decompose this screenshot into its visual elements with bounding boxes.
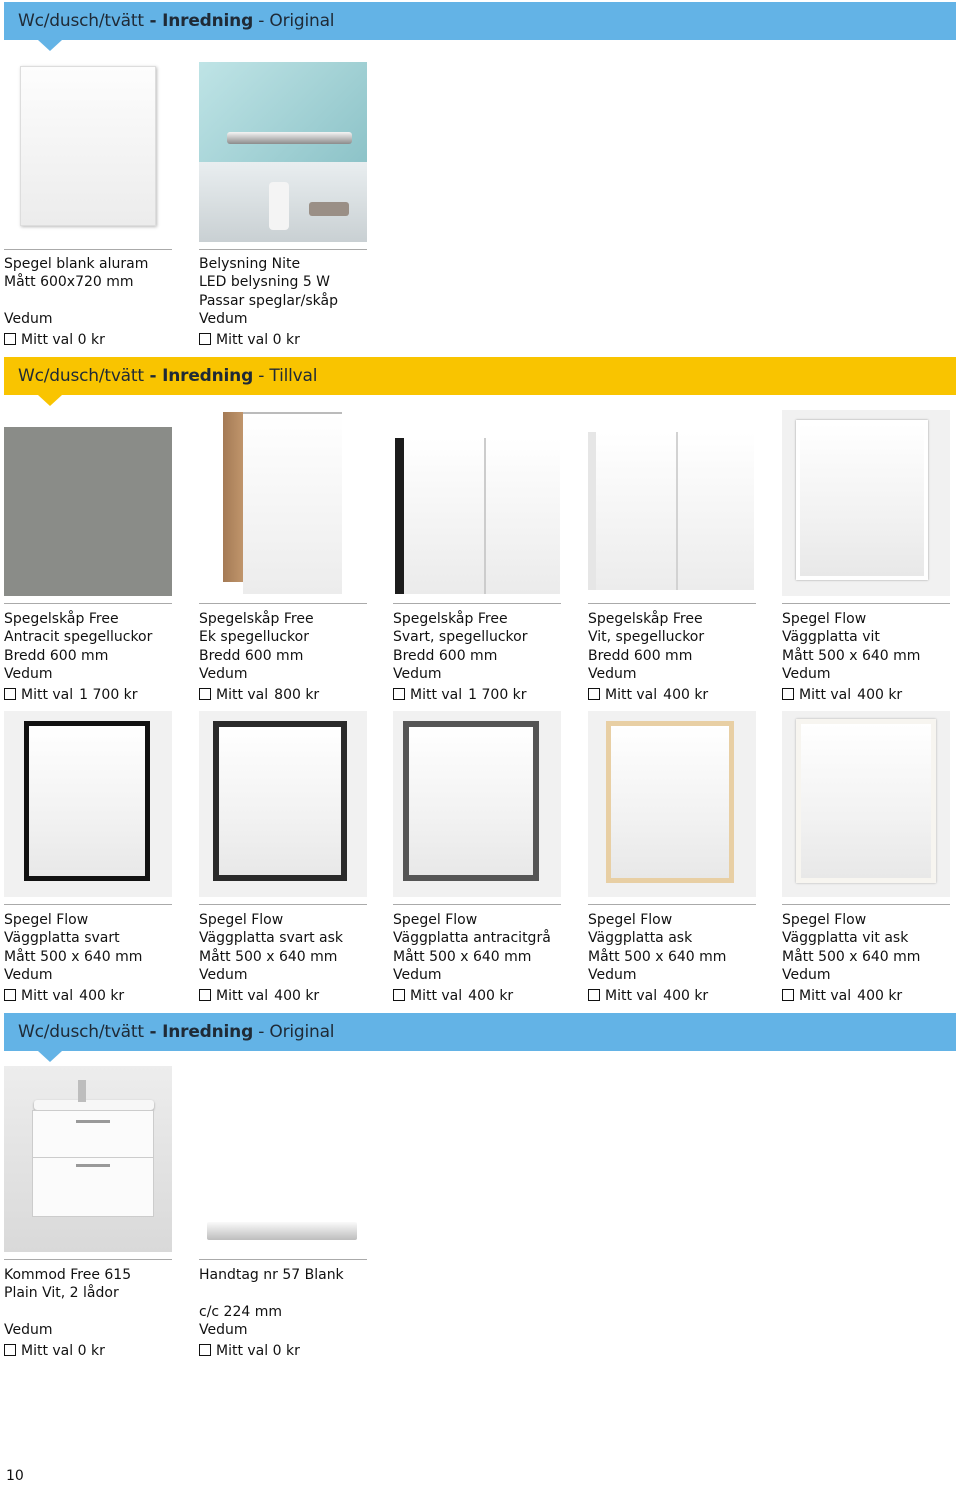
section-header-tillval <box>4 357 956 395</box>
product-spec: c/c 224 mm <box>199 1303 283 1320</box>
product-spec: Väggplatta ask <box>588 930 693 947</box>
product-spec: LED belysning 5 W <box>199 274 331 291</box>
mitt-val-checkbox[interactable]: Mitt val 400 kr <box>4 986 124 1006</box>
product-spec: Mått 500 x 640 mm <box>782 948 921 965</box>
product-image-white-ash-frame <box>782 711 950 897</box>
product-spec: Väggplatta antracitgrå <box>393 930 551 947</box>
checkbox-icon[interactable] <box>4 989 16 1001</box>
mitt-val-checkbox[interactable]: Mitt val 0 kr <box>199 1341 300 1361</box>
price: 400 kr <box>468 988 514 1004</box>
mitt-val-checkbox[interactable]: Mitt val 1 700 kr <box>4 685 138 705</box>
product-spec: Mått 500 x 640 mm <box>4 948 143 965</box>
checkbox-icon[interactable] <box>588 989 600 1001</box>
checkbox-icon[interactable] <box>393 688 405 700</box>
price: 0 kr <box>77 1343 105 1359</box>
product-name: Spegel Flow <box>782 611 867 627</box>
product-image-grey-panel <box>4 410 172 596</box>
mitt-val-checkbox[interactable]: Mitt val 1 700 kr <box>393 685 527 705</box>
price: 0 kr <box>272 332 300 348</box>
product-spec: Svart, spegelluckor <box>393 629 528 646</box>
product-spec: Bredd 600 mm <box>199 647 304 664</box>
product-image-vanity-unit <box>4 1066 172 1252</box>
mitt-val-checkbox[interactable]: Mitt val 400 kr <box>588 986 708 1006</box>
product-name: Spegel Flow <box>588 912 673 928</box>
product-spec: Antracit spegelluckor <box>4 629 153 646</box>
checkbox-icon[interactable] <box>4 1344 16 1356</box>
price: 400 kr <box>857 687 903 703</box>
product-name: Handtag nr 57 Blank <box>199 1267 344 1283</box>
checkbox-icon[interactable] <box>199 688 211 700</box>
product-brand: Vedum <box>588 665 637 682</box>
section-title: Wc/dusch/tvätt - Inredning - Tillval <box>18 366 318 386</box>
product-image-anthracite-frame <box>393 711 561 897</box>
mitt-val-checkbox[interactable]: Mitt val 400 kr <box>199 986 319 1006</box>
product-image-black-cabinet <box>393 410 561 596</box>
product-image-black-ash-frame <box>199 711 367 897</box>
product-spec: Passar speglar/skåp <box>199 292 339 309</box>
product-spec: Mått 500 x 640 mm <box>782 647 921 664</box>
product-spec: Väggplatta svart ask <box>199 930 344 947</box>
checkbox-icon[interactable] <box>782 688 794 700</box>
product-image-ash-frame <box>588 711 756 897</box>
product-spec: Plain Vit, 2 lådor <box>4 1285 119 1302</box>
product-brand: Vedum <box>588 966 637 983</box>
product-spec <box>199 1284 389 1302</box>
page-number: 10 <box>6 1468 24 1484</box>
product-brand: Vedum <box>199 665 248 682</box>
mitt-val-checkbox[interactable]: Mitt val 400 kr <box>393 986 513 1006</box>
product-image-led-light <box>199 62 367 242</box>
mitt-val-checkbox[interactable]: Mitt val 0 kr <box>199 330 300 350</box>
product-spec <box>4 1303 194 1321</box>
price: 400 kr <box>274 988 320 1004</box>
section-header-original-1 <box>4 2 956 40</box>
price: 1 700 kr <box>79 687 138 703</box>
price: 400 kr <box>857 988 903 1004</box>
product-name: Spegel Flow <box>782 912 867 928</box>
section-header-original-2 <box>4 1013 956 1051</box>
checkbox-icon[interactable] <box>782 989 794 1001</box>
price: 400 kr <box>663 988 709 1004</box>
price: 0 kr <box>272 1343 300 1359</box>
product-spec: Bredd 600 mm <box>588 647 693 664</box>
product-brand: Vedum <box>4 665 53 682</box>
product-image-white-frame <box>782 410 950 596</box>
product-spec: Mått 500 x 640 mm <box>199 948 338 965</box>
product-image-mirror <box>4 62 172 242</box>
product-image-black-frame <box>4 711 172 897</box>
product-name: Spegel Flow <box>4 912 89 928</box>
mitt-val-checkbox[interactable]: Mitt val 800 kr <box>199 685 319 705</box>
product-brand: Vedum <box>199 310 248 327</box>
product-brand: Vedum <box>4 1321 53 1338</box>
mitt-val-checkbox[interactable]: Mitt val 400 kr <box>782 986 902 1006</box>
price: 0 kr <box>77 332 105 348</box>
checkbox-icon[interactable] <box>4 688 16 700</box>
price: 400 kr <box>79 988 125 1004</box>
product-name: Belysning Nite <box>199 256 301 272</box>
price: 1 700 kr <box>468 687 527 703</box>
mitt-val-checkbox[interactable]: Mitt val 400 kr <box>782 685 902 705</box>
product-spec: Ek spegelluckor <box>199 629 309 646</box>
checkbox-icon[interactable] <box>199 333 211 345</box>
header-pointer <box>38 40 62 51</box>
product-brand: Vedum <box>393 966 442 983</box>
product-name: Spegelskåp Free <box>588 611 703 627</box>
product-brand: Vedum <box>393 665 442 682</box>
product-brand: Vedum <box>782 966 831 983</box>
section-title: Wc/dusch/tvätt - Inredning - Original <box>18 1022 335 1042</box>
product-brand: Vedum <box>4 310 53 327</box>
price: 400 kr <box>663 687 709 703</box>
mitt-val-checkbox[interactable]: Mitt val 400 kr <box>588 685 708 705</box>
product-name: Spegelskåp Free <box>4 611 119 627</box>
product-spec: Mått 500 x 640 mm <box>393 948 532 965</box>
product-spec: Mått 500 x 640 mm <box>588 948 727 965</box>
checkbox-icon[interactable] <box>393 989 405 1001</box>
checkbox-icon[interactable] <box>588 688 600 700</box>
product-spec: Väggplatta vit ask <box>782 930 909 947</box>
product-name: Spegel Flow <box>393 912 478 928</box>
mitt-val-checkbox[interactable]: Mitt val 0 kr <box>4 1341 105 1361</box>
product-name: Spegel Flow <box>199 912 284 928</box>
product-name: Spegelskåp Free <box>199 611 314 627</box>
product-spec: Väggplatta svart <box>4 930 120 947</box>
checkbox-icon[interactable] <box>199 989 211 1001</box>
section-title: Wc/dusch/tvätt - Inredning - Original <box>18 11 335 31</box>
header-pointer <box>38 1051 62 1062</box>
product-brand: Vedum <box>4 966 53 983</box>
product-spec: Mått 600x720 mm <box>4 274 134 291</box>
product-name: Kommod Free 615 <box>4 1267 132 1283</box>
product-name: Spegel blank aluram <box>4 256 149 272</box>
product-image-white-cabinet <box>588 410 756 596</box>
product-spec: Väggplatta vit <box>782 629 880 646</box>
header-pointer <box>38 395 62 406</box>
product-name: Spegelskåp Free <box>393 611 508 627</box>
product-brand: Vedum <box>782 665 831 682</box>
product-image-handle <box>199 1066 367 1252</box>
product-brand: Vedum <box>199 966 248 983</box>
product-image-oak-cabinet <box>199 410 367 596</box>
price: 800 kr <box>274 687 320 703</box>
product-spec <box>4 292 194 310</box>
product-spec: Bredd 600 mm <box>4 647 109 664</box>
product-spec: Vit, spegelluckor <box>588 629 705 646</box>
product-brand: Vedum <box>199 1321 248 1338</box>
mitt-val-checkbox[interactable]: Mitt val 0 kr <box>4 330 105 350</box>
checkbox-icon[interactable] <box>199 1344 211 1356</box>
checkbox-icon[interactable] <box>4 333 16 345</box>
product-spec: Bredd 600 mm <box>393 647 498 664</box>
